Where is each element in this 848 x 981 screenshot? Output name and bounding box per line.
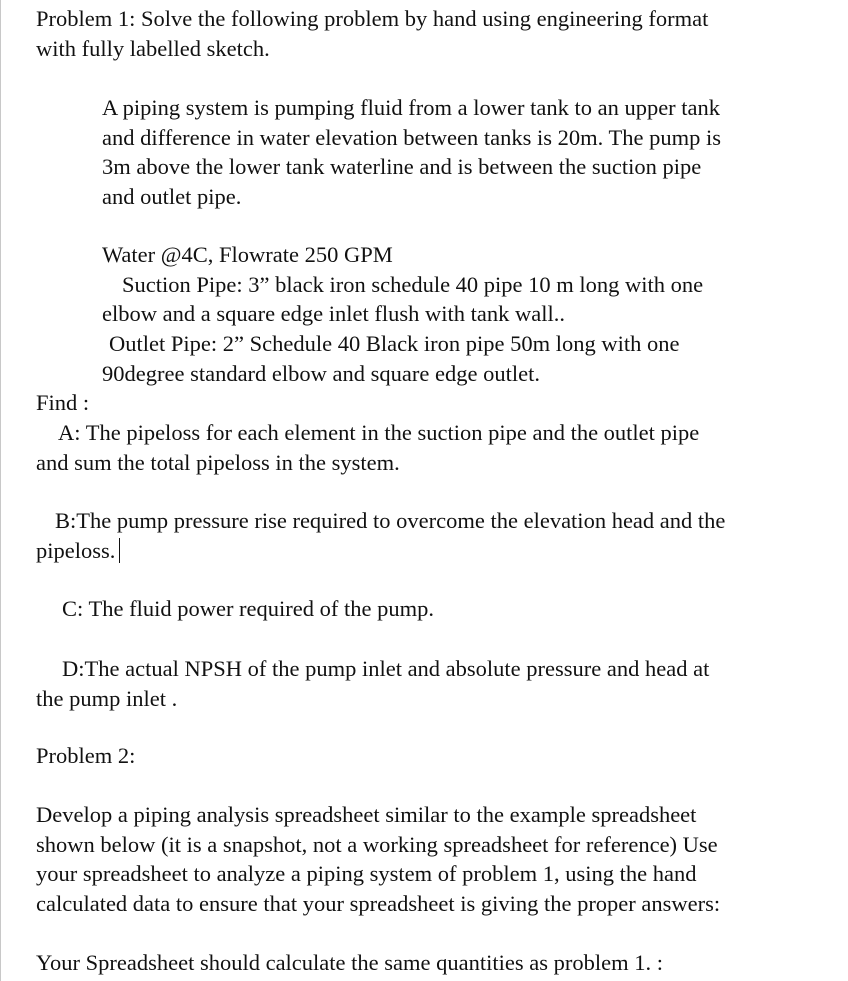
suction-pipe-line: Suction Pipe: 3” black iron schedule 40 pipe 10 m long with one bbox=[122, 272, 704, 297]
find-c-line: C: The fluid power required of the pump. bbox=[62, 596, 434, 621]
problem1-heading-line1: Problem 1: Solve the following problem by hand using engineering format bbox=[36, 6, 709, 31]
conditions-line: Water @4C, Flowrate 250 GPM bbox=[102, 242, 393, 267]
find-b-line-with-caret[interactable] bbox=[36, 536, 120, 566]
text-cursor bbox=[119, 538, 120, 563]
find-label: Find : bbox=[36, 390, 90, 415]
problem2-body-line: shown below (it is a snapshot, not a working spreadsheet for reference) Use bbox=[36, 832, 718, 857]
find-b-line: pipeloss. bbox=[36, 538, 116, 563]
find-b-line: B:The pump pressure rise required to overcome the elevation head and the bbox=[55, 508, 726, 533]
problem2-heading: Problem 2: bbox=[36, 743, 136, 768]
description-line: and difference in water elevation between tanks is 20m. The pump is bbox=[102, 125, 721, 150]
outlet-pipe-line: Outlet Pipe: 2” Schedule 40 Black iron pipe 50m long with one bbox=[109, 331, 680, 356]
description-line: and outlet pipe. bbox=[102, 184, 242, 209]
description-line: A piping system is pumping fluid from a lower tank to an upper tank bbox=[102, 95, 721, 120]
find-d-line: D:The actual NPSH of the pump inlet and absolute pressure and head at bbox=[62, 656, 710, 681]
problem2-body-line: Develop a piping analysis spreadsheet similar to the example spreadsheet bbox=[36, 802, 697, 827]
description-line: 3m above the lower tank waterline and is between the suction pipe bbox=[102, 154, 702, 179]
find-a-line: A: The pipeloss for each element in the suction pipe and the outlet pipe bbox=[58, 420, 700, 445]
problem2-closing: Your Spreadsheet should calculate the same quantities as problem 1. : bbox=[36, 950, 663, 975]
problem2-body-line: calculated data to ensure that your spreadsheet is giving the proper answers: bbox=[36, 891, 721, 916]
problem1-heading-line2: with fully labelled sketch. bbox=[36, 36, 270, 61]
suction-pipe-line: elbow and a square edge inlet flush with tank wall.. bbox=[102, 301, 565, 326]
find-a-line: and sum the total pipeloss in the system. bbox=[36, 450, 400, 475]
find-d-line: the pump inlet . bbox=[36, 686, 178, 711]
problem2-body-line: your spreadsheet to analyze a piping system of problem 1, using the hand bbox=[36, 861, 697, 886]
outlet-pipe-line: 90degree standard elbow and square edge outlet. bbox=[102, 361, 540, 386]
